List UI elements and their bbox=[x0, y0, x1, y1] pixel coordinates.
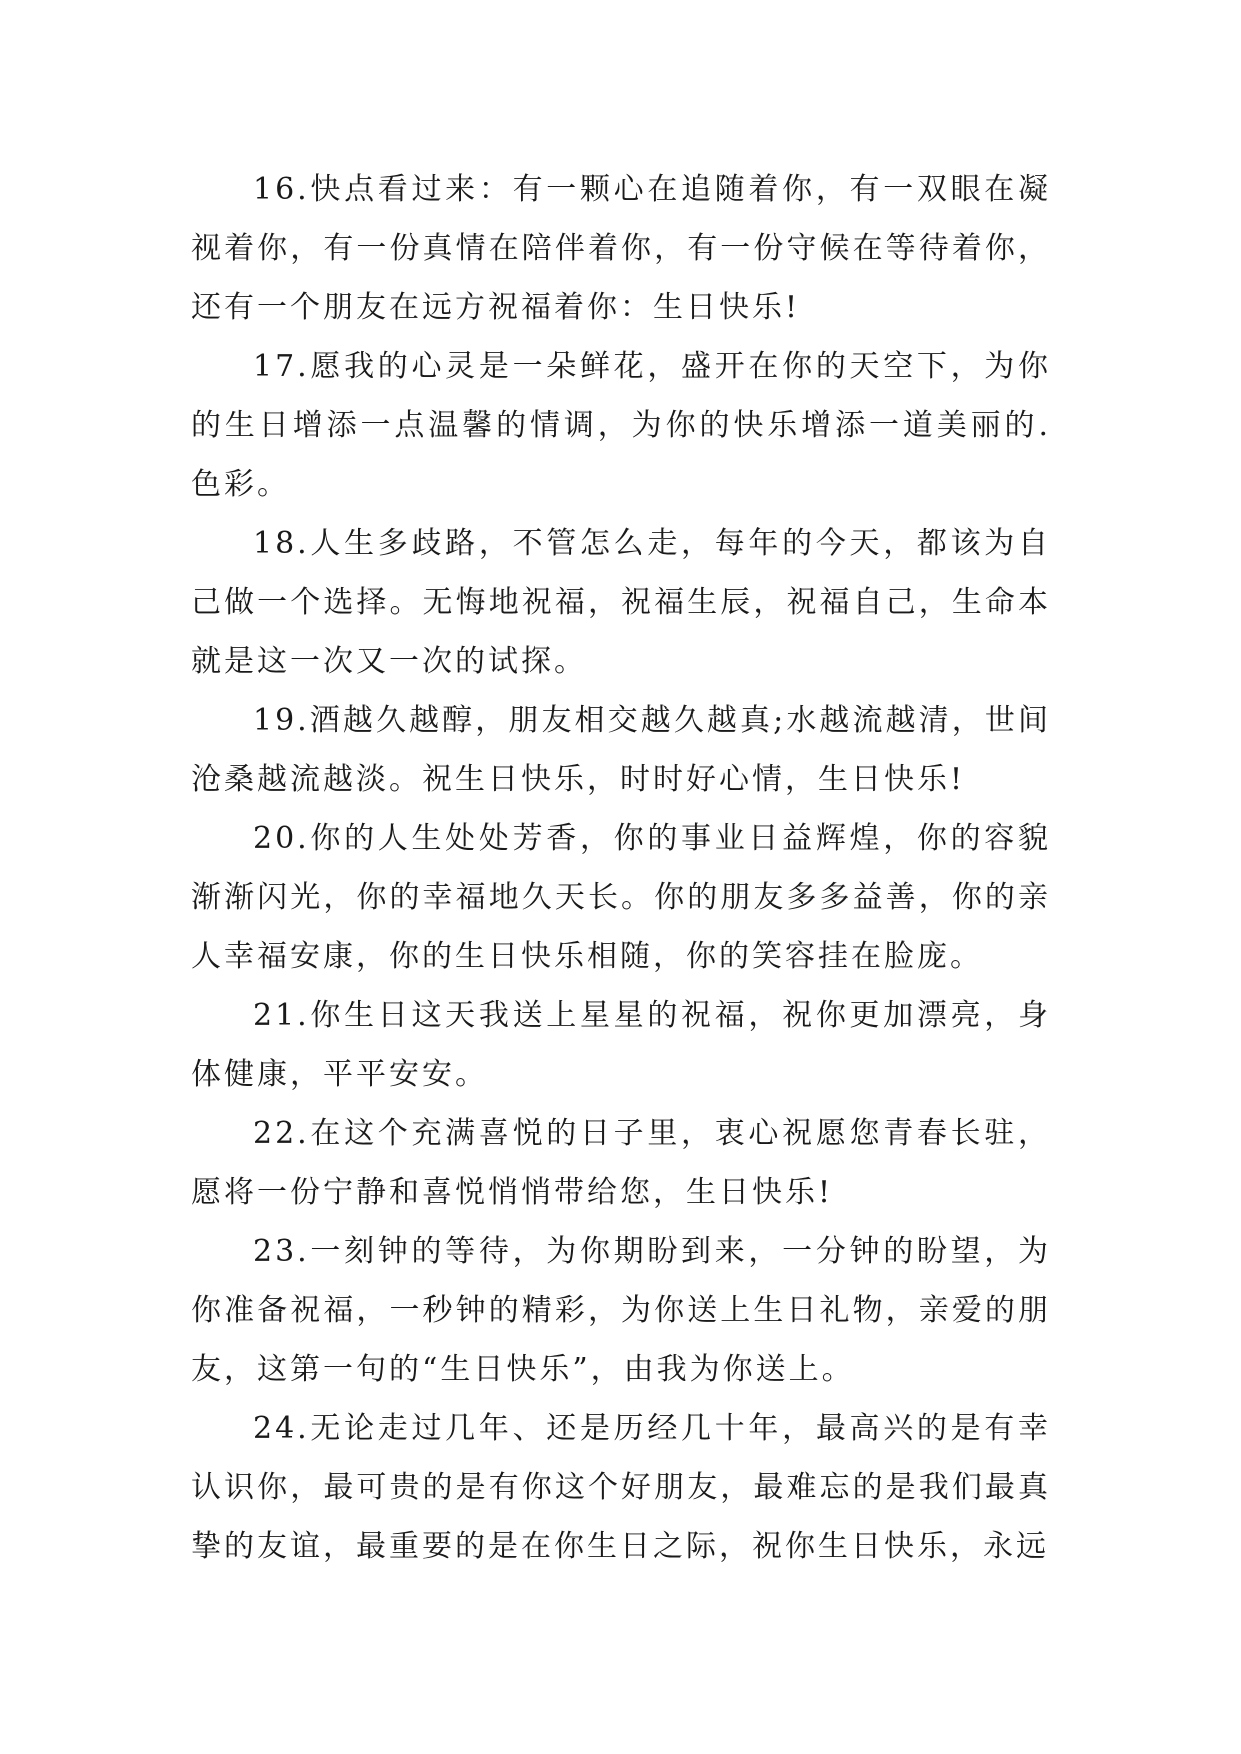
paragraph-18: 18.人生多歧路，不管怎么走，每年的今天，都该为自己做一个选择。无悔地祝福，祝福生辰，祝福自己，生命本就是这一次又一次的试探。 bbox=[191, 526, 1051, 679]
paragraph-17: 17.愿我的心灵是一朵鲜花，盛开在你的天空下，为你的生日增添一点温馨的情调，为你的快乐增添一道美丽的.色彩。 bbox=[191, 349, 1051, 502]
paragraph-16: 16.快点看过来：有一颗心在追随着你，有一双眼在凝视着你，有一份真情在陪伴着你，有一份守候在等待着你，还有一个朋友在远方祝福着你：生日快乐! bbox=[191, 172, 1051, 325]
paragraph-22: 22.在这个充满喜悦的日子里，衷心祝愿您青春长驻，愿将一份宁静和喜悦悄悄带给您，生日快乐! bbox=[191, 1116, 1051, 1210]
paragraph-20: 20.你的人生处处芳香，你的事业日益辉煌，你的容貌渐渐闪光，你的幸福地久天长。你的朋友多多益善，你的亲人幸福安康，你的生日快乐相随，你的笑容挂在脸庞。 bbox=[191, 821, 1051, 974]
paragraph-23: 23.一刻钟的等待，为你期盼到来，一分钟的盼望，为你准备祝福，一秒钟的精彩，为你送上生日礼物，亲爱的朋友，这第一句的“生日快乐”，由我为你送上。 bbox=[191, 1234, 1051, 1387]
paragraph-19: 19.酒越久越醇，朋友相交越久越真;水越流越清，世间沧桑越流越淡。祝生日快乐，时时好心情，生日快乐! bbox=[191, 703, 1051, 797]
document-body bbox=[191, 160, 1051, 1576]
paragraph-24: 24.无论走过几年、还是历经几十年，最高兴的是有幸认识你，最可贵的是有你这个好朋友，最难忘的是我们最真挚的友谊，最重要的是在你生日之际，祝你生日快乐，永远 bbox=[191, 1411, 1051, 1564]
paragraph-21: 21.你生日这天我送上星星的祝福，祝你更加漂亮，身体健康，平平安安。 bbox=[191, 998, 1051, 1092]
